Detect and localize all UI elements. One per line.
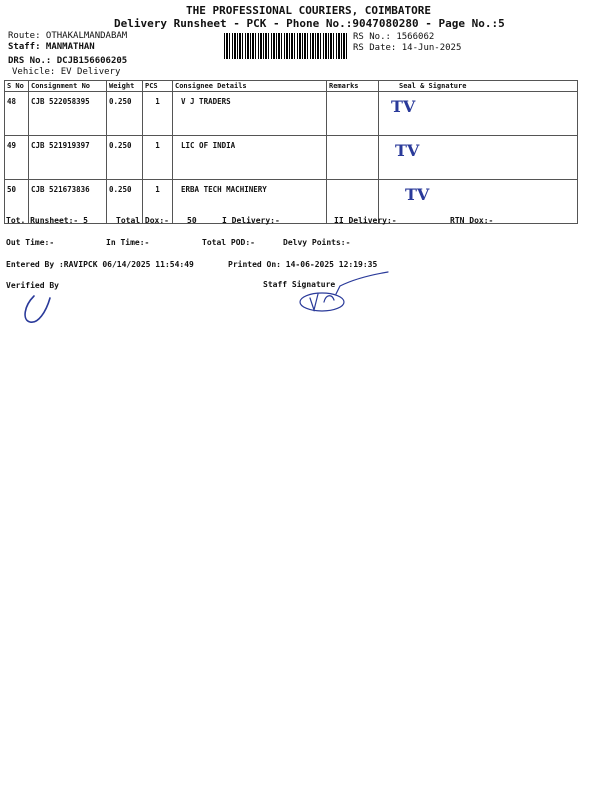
cell-remarks bbox=[327, 92, 379, 136]
runsheet-table bbox=[4, 80, 578, 224]
cell-consignee: V J TRADERS bbox=[173, 92, 327, 136]
drs-number: DRS No.: DCJB156606205 bbox=[8, 56, 128, 66]
ii-delivery: II Delivery:- bbox=[334, 216, 397, 225]
cell-pcs: 1 bbox=[143, 180, 173, 224]
rs-date: RS Date: 14-Jun-2025 bbox=[353, 43, 462, 53]
cell-consignment: CJB 521673836 bbox=[29, 180, 107, 224]
runsheet-subtitle: Delivery Runsheet - PCK - Phone No.:9047080280 - Page No.:5 bbox=[114, 17, 505, 30]
cell-pcs: 1 bbox=[143, 136, 173, 180]
cell-consignee: LIC OF INDIA bbox=[173, 136, 327, 180]
cell-consignment: CJB 521919397 bbox=[29, 136, 107, 180]
table-header-row bbox=[5, 81, 578, 92]
staff-label: Staff: MANMATHAN bbox=[8, 42, 95, 52]
staff-signature-mark-icon bbox=[296, 272, 396, 312]
cell-sno: 50 bbox=[5, 180, 29, 224]
col-remarks: Remarks bbox=[327, 81, 379, 92]
i-delivery: I Delivery:- bbox=[222, 216, 280, 225]
cell-weight: 0.250 bbox=[107, 92, 143, 136]
col-pcs: PCS bbox=[143, 81, 173, 92]
col-consignee: Consignee Details bbox=[173, 81, 327, 92]
col-signature: Seal & Signature bbox=[379, 81, 578, 92]
entered-by: Entered By :RAVIPCK 06/14/2025 11:54:49 bbox=[6, 260, 194, 269]
company-title: THE PROFESSIONAL COURIERS, COIMBATORE bbox=[186, 4, 432, 17]
verified-by-label: Verified By bbox=[6, 281, 59, 290]
cell-signature bbox=[379, 92, 578, 136]
handwritten-signature: TV bbox=[405, 185, 430, 204]
col-sno: S No bbox=[5, 81, 29, 92]
handwritten-signature: TV bbox=[395, 141, 420, 160]
verified-checkmark-icon bbox=[20, 290, 60, 330]
barcode bbox=[224, 33, 348, 59]
rs-number: RS No.: 1566062 bbox=[353, 32, 435, 42]
in-time: In Time:- bbox=[106, 238, 150, 247]
cell-signature bbox=[379, 136, 578, 180]
total-pod: Total POD:- bbox=[202, 238, 255, 247]
cell-sno: 49 bbox=[5, 136, 29, 180]
cell-remarks bbox=[327, 136, 379, 180]
printed-on: Printed On: 14-06-2025 12:19:35 bbox=[228, 260, 378, 269]
cell-weight: 0.250 bbox=[107, 136, 143, 180]
delvy-points: Delvy Points:- bbox=[283, 238, 351, 247]
tot-runsheet: Tot. Runsheet:- 5 bbox=[6, 216, 88, 225]
out-time: Out Time:- bbox=[6, 238, 55, 247]
cell-consignee: ERBA TECH MACHINERY bbox=[173, 180, 327, 224]
col-consignment: Consignment No bbox=[29, 81, 107, 92]
cell-weight: 0.250 bbox=[107, 180, 143, 224]
handwritten-signature: TV bbox=[391, 97, 416, 116]
vehicle-label: Vehicle: EV Delivery bbox=[12, 67, 121, 77]
total-dox-label: Total Dox:- bbox=[116, 216, 169, 225]
table-row bbox=[5, 92, 578, 136]
route-label: Route: OTHAKALMANDABAM bbox=[8, 31, 128, 41]
cell-consignment: CJB 522058395 bbox=[29, 92, 107, 136]
rtn-dox: RTN Dox:- bbox=[450, 216, 494, 225]
total-dox-value: 50 bbox=[187, 216, 197, 225]
staff-signature-label: Staff Signature bbox=[263, 280, 336, 289]
cell-sno: 48 bbox=[5, 92, 29, 136]
table-row bbox=[5, 136, 578, 180]
col-weight: Weight bbox=[107, 81, 143, 92]
cell-pcs: 1 bbox=[143, 92, 173, 136]
